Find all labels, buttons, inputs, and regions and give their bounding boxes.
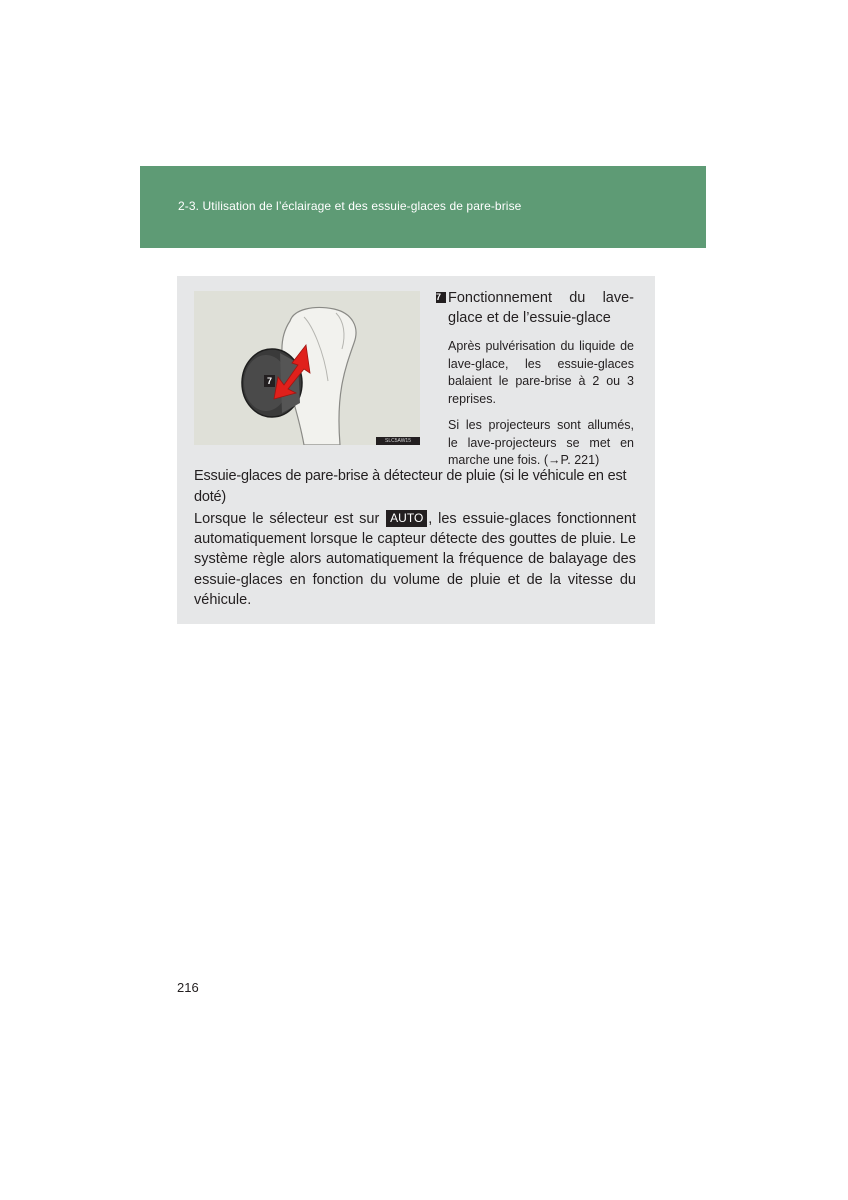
rain-sensor-body	[194, 509, 636, 610]
wiper-lever-illustration	[194, 291, 420, 445]
figure-step-badge: 7	[266, 376, 272, 386]
step-heading	[434, 288, 634, 328]
rain-sensor-body-start: Lorsque le sélecteur est sur	[194, 511, 386, 527]
rain-sensor-body-end: , les essuie-glaces fonctionnent automatiquement lorsque le capteur détecte des gouttes de pluie. Le système règle alors automatiquement la fréquence de balayage des essuie-glaces en fonction du volume de pluie et de la vitesse du véhicule.	[194, 511, 636, 608]
figure-code: SLC5AW15	[385, 438, 411, 444]
content-box	[177, 276, 655, 624]
step-number-badge: 7	[436, 292, 446, 303]
page-number: 216	[177, 980, 199, 995]
section-header-title: 2-3. Utilisation de l’éclairage et des essuie-glaces de pare-brise	[178, 199, 522, 213]
step-paragraph-1: Après pulvérisation du liquide de lave-glace, les essuie-glaces balaient le pare-brise à 2 ou 3 reprises.	[448, 339, 634, 406]
step-7-block	[434, 288, 634, 479]
auto-mode-badge: AUTO	[386, 510, 427, 527]
step-paragraph-2: Si les projecteurs sont allumés, le lave-projecteurs se met en marche une fois. (→P. 221)	[448, 418, 634, 467]
wiper-lever-drawing	[194, 291, 420, 445]
step-heading-text: Fonctionnement du lave-glace et de l’essuie-glace	[448, 290, 634, 326]
rain-sensor-heading: Essuie-glaces de pare-brise à détecteur de pluie (si le véhicule en est doté)	[194, 468, 627, 505]
section-header-bar	[140, 166, 706, 248]
